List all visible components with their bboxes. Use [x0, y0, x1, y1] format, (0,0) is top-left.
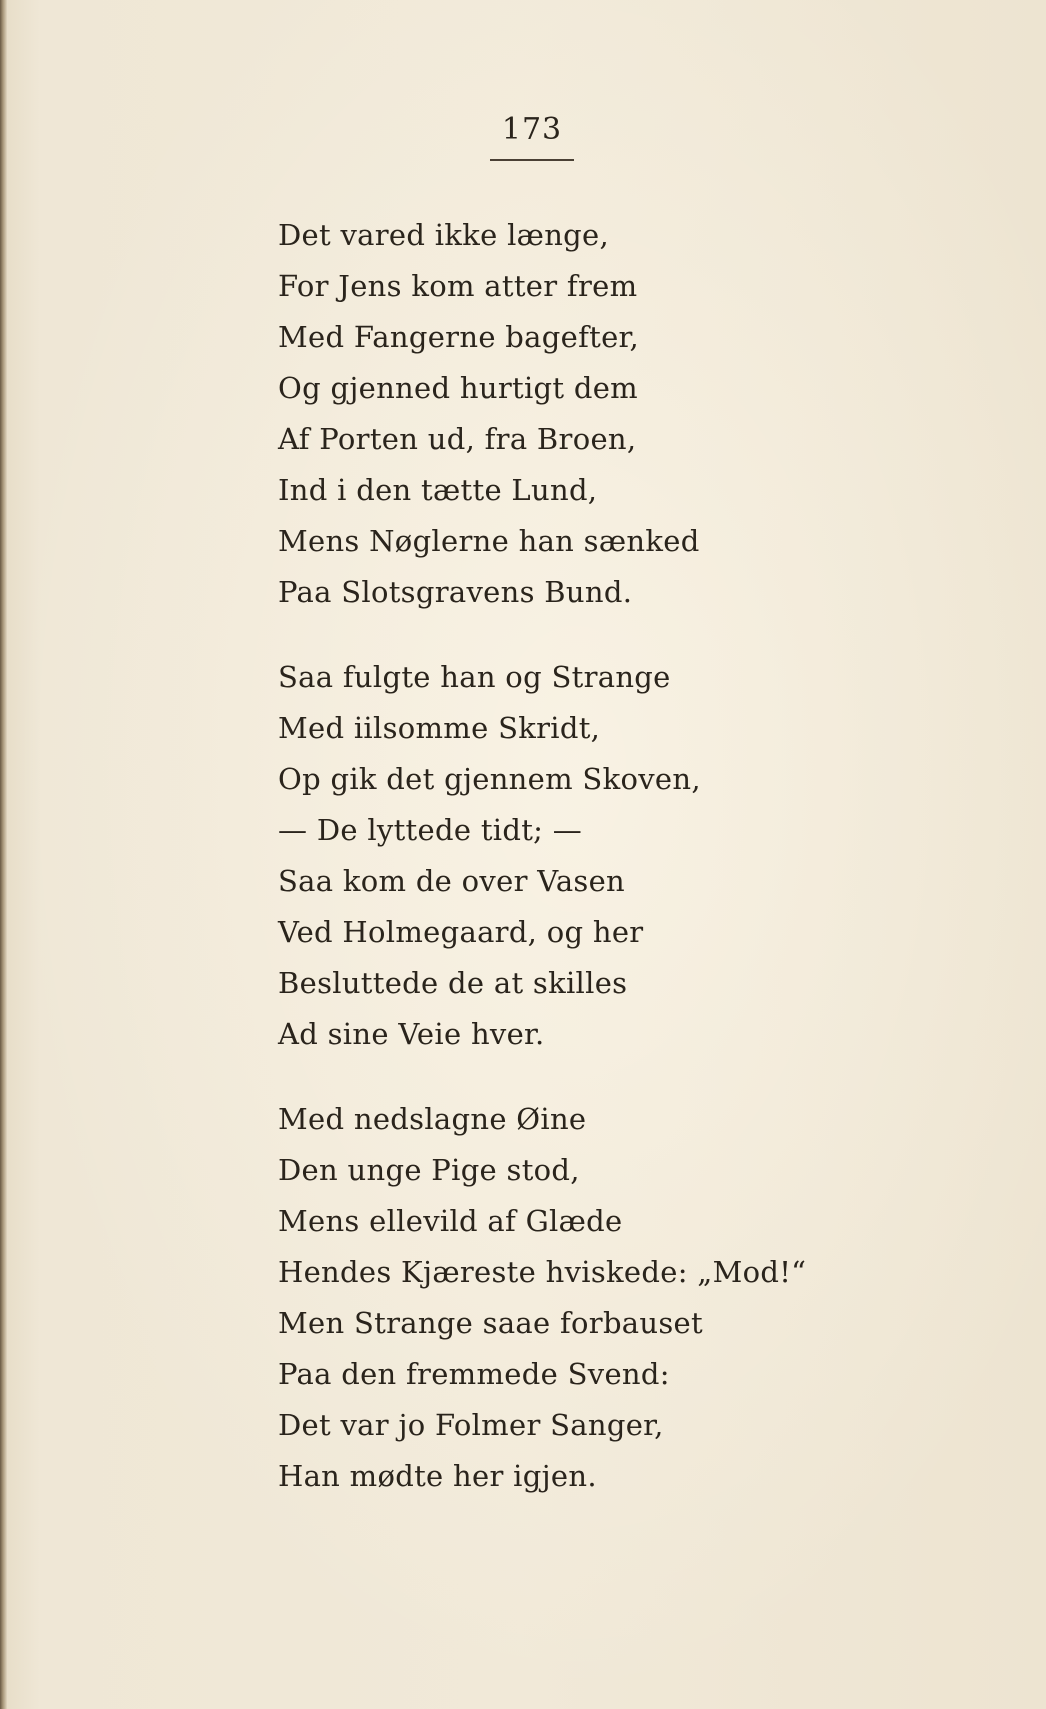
poem-line: Ved Holmegaard, og her	[278, 915, 644, 949]
poem-line: Paa den fremmede Svend:	[278, 1357, 670, 1391]
poem-line: Med nedslagne Øine	[278, 1102, 587, 1136]
poem-line: Paa Slotsgravens Bund.	[278, 575, 633, 609]
poem-line: Han mødte her igjen.	[278, 1459, 597, 1493]
poem-line: Med Fangerne bagefter,	[278, 320, 640, 354]
poem-line: Mens ellevild af Glæde	[278, 1204, 623, 1238]
stanza-3	[278, 1094, 807, 1502]
poem-line: Men Strange saae forbauset	[278, 1306, 703, 1340]
poem-line: Den unge Pige stod,	[278, 1153, 580, 1187]
poem-line: Saa kom de over Vasen	[278, 864, 626, 898]
poem-line: Og gjenned hurtigt dem	[278, 371, 638, 405]
poem-line: Med iilsomme Skridt,	[278, 711, 601, 745]
poem-line: Ind i den tætte Lund,	[278, 473, 598, 507]
poem-line: Det vared ikke længe,	[278, 218, 610, 252]
poem-line: Op gik det gjennem Skoven,	[278, 762, 701, 796]
poem-line: Mens Nøglerne han sænked	[278, 524, 700, 558]
page-number-rule	[490, 159, 574, 161]
poem	[278, 210, 807, 1502]
stanza-2	[278, 652, 798, 1060]
page-binding-edge	[0, 0, 7, 1709]
poem-line: For Jens kom atter frem	[278, 269, 638, 303]
poem-line: Saa fulgte han og Strange	[278, 660, 671, 694]
poem-line: Besluttede de at skilles	[278, 966, 628, 1000]
poem-line: Af Porten ud, fra Broen,	[278, 422, 637, 456]
stanza-1	[278, 210, 798, 618]
poem-line: Det var jo Folmer Sanger,	[278, 1408, 664, 1442]
page-number: 173	[501, 112, 563, 147]
poem-line: — De lyttede tidt; —	[278, 813, 583, 847]
poem-line: Ad sine Veie hver.	[278, 1017, 545, 1051]
poem-line: Hendes Kjæreste hviskede: „Mod!“	[278, 1255, 807, 1289]
